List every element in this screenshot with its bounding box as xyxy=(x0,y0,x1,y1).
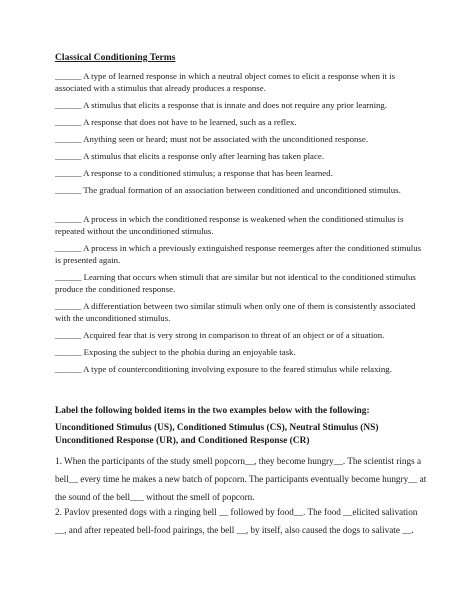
term-definition-8: ______ A process in which the conditioned response is weakened when the conditioned stimulus is repeated without the unconditioned stimulus. xyxy=(55,214,404,236)
label-options-list: Unconditioned Stimulus (US), Conditioned Stimulus (CS), Neutral Stimulus (NS) Unconditioned Response (UR), and Conditioned Response (CR) xyxy=(55,423,379,446)
example-2: 2. Pavlov presented dogs with a ringing bell __ followed by food__. The food __elicited salivation __, and after repeated bell-food pairings, the bell __, by itself, also caused the dogs to salivate __. xyxy=(55,507,418,535)
term-definition-9: ______ A process in which a previously extinguished response reemerges after the conditioned stimulus is presented again. xyxy=(55,243,422,265)
term-definition-5: ______ A stimulus that elicits a response only after learning has taken place. xyxy=(55,151,324,161)
term-definition-11: ______ A differentiation between two similar stimuli when only one of them is consistently associated with the unconditioned stimulus. xyxy=(55,301,416,323)
term-definition-3: ______ A response that does not have to be learned, such as a reflex. xyxy=(55,117,297,127)
term-definition-2: ______ A stimulus that elicits a response that is innate and does not require any prior learning. xyxy=(55,100,388,110)
section2-heading: Label the following bolded items in the two examples below with the following: xyxy=(55,406,370,416)
term-definition-6: ______ A response to a conditioned stimulus; a response that has been learned. xyxy=(55,168,333,178)
term-definition-1: ______ A type of learned response in which a neutral object comes to elicit a response when it is associated with a stimulus that already produces a response. xyxy=(55,71,396,93)
term-definition-7: ______ The gradual formation of an association between conditioned and unconditioned stimulus. xyxy=(55,185,401,195)
example-1: 1. When the participants of the study smell popcorn__, they become hungry__. The scientist rings a bell__ every time he makes a new batch of popcorn. The participants eventually become hungry__ at the sound of the bell___ without the smell of popcorn. xyxy=(55,456,427,502)
term-definition-4: ______ Anything seen or heard; must not be associated with the unconditioned response. xyxy=(55,134,368,144)
term-definition-12: ______ Acquired fear that is very strong in comparison to threat of an object or of a situation. xyxy=(55,330,385,340)
term-definition-13: ______ Exposing the subject to the phobia during an enjoyable task. xyxy=(55,347,296,357)
term-definition-14: ______ A type of counterconditioning involving exposure to the feared stimulus while relaxing. xyxy=(55,364,392,374)
term-definition-10: ______ Learning that occurs when stimuli that are similar but not identical to the conditioned stimulus produce the conditioned response. xyxy=(55,272,416,294)
worksheet-title: Classical Conditioning Terms xyxy=(55,52,176,63)
